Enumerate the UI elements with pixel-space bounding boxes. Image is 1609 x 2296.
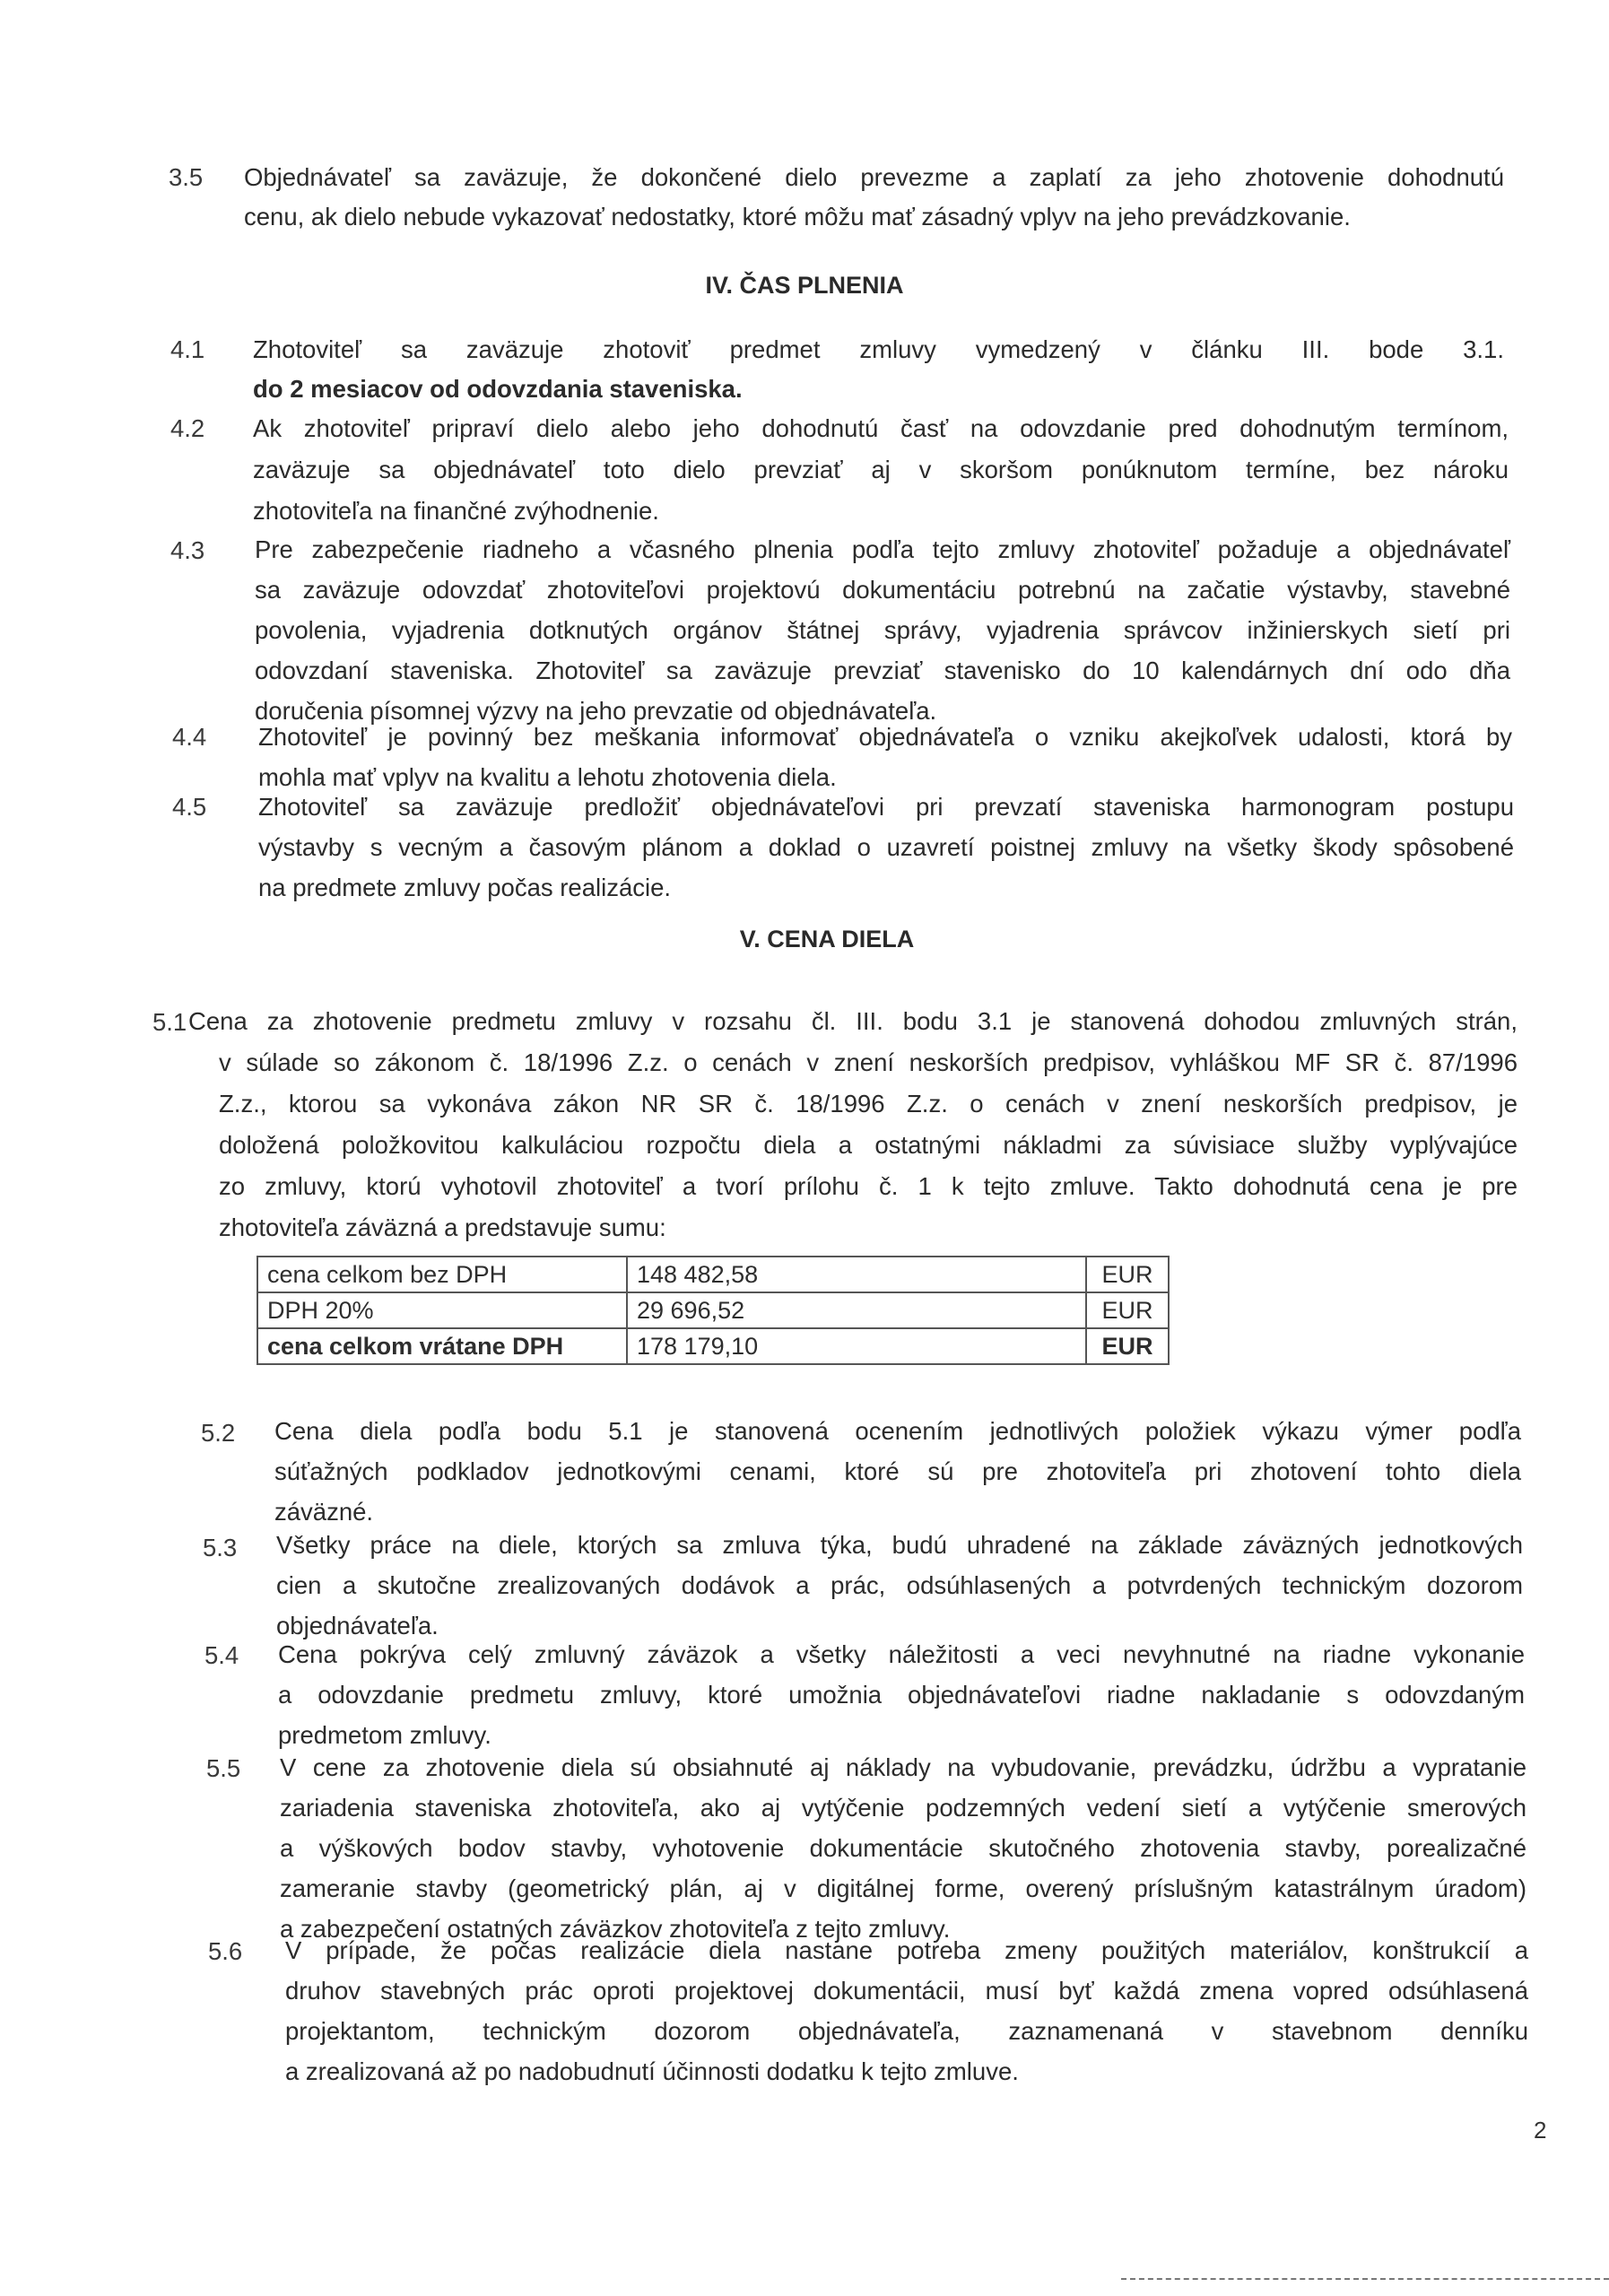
clause-number: 5.4 (204, 1641, 239, 1669)
clause-4-1 (253, 330, 1504, 409)
text-line: zo zmluvy, ktorú vyhotovil zhotoviteľ a tvorí prílohu č. 1 k tejto zmluve. Takto dohodnutá cena je pre (219, 1172, 1518, 1200)
text-line: druhov stavebných prác oproti projektovej dokumentácii, musí byť každá zmena vopred odsúhlasená (285, 1977, 1528, 2005)
text-line: Zhotoviteľ sa zaväzuje zhotoviť predmet zmluvy vymedzený v článku III. bode 3.1. (253, 335, 1504, 363)
text-line: Cena pokrýva celý zmluvný záväzok a všetky náležitosti a veci nevyhnutné na riadne vykonanie (278, 1640, 1525, 1668)
text-line: V prípade, že počas realizácie diela nastane potreba zmeny použitých materiálov, konštrukcií a (285, 1936, 1528, 1964)
page-number: 2 (1534, 2117, 1547, 2144)
price-label: cena celkom bez DPH (257, 1257, 627, 1292)
text-line: povolenia, vyjadrenia dotknutých orgánov štátnej správy, vyjadrenia správcov inžinierskych sietí pri (255, 616, 1510, 644)
clause-number: 3.5 (169, 163, 204, 191)
clause-4-4 (258, 717, 1512, 797)
clause-number: 5.5 (206, 1754, 241, 1782)
text-line: cenu, ak dielo nebude vykazovať nedostatky, ktoré môžu mať zásadný vplyv na jeho prevádzkovanie. (244, 203, 1351, 230)
clause-4-5 (258, 787, 1514, 908)
clause-3-5 (244, 158, 1504, 237)
text-line: a výškových bodov stavby, vyhotovenie dokumentácie skutočného zhotovenia stavby, porealizačné (280, 1834, 1526, 1862)
text-line: zaväzuje sa objednávateľ toto dielo prevziať aj v skoršom ponúknutom termíne, bez nároku (253, 456, 1509, 483)
text-line: Cena diela podľa bodu 5.1 je stanovená ocenením jednotlivých položiek výkazu výmer podľa (274, 1417, 1521, 1445)
text-line: Z.z., ktorou sa vykonáva zákon NR SR č. 18/1996 Z.z. o cenách v znení neskorších predpisov, je (219, 1090, 1518, 1118)
footer-divider (1121, 2278, 1609, 2280)
clause-number: 5.1 (152, 1008, 187, 1036)
text-line: a zabezpečení ostatných záväzkov zhotoviteľa z tejto zmluvy. (280, 1915, 951, 1943)
clause-5-3 (276, 1525, 1523, 1646)
clause-4-2 (253, 408, 1509, 532)
text-line: záväzné. (274, 1498, 374, 1526)
clause-4-3 (255, 529, 1510, 731)
price-currency: EUR (1086, 1292, 1169, 1328)
clause-5-5 (280, 1747, 1526, 1949)
table-row (257, 1257, 1169, 1292)
text-line: Zhotoviteľ je povinný bez meškania informovať objednávateľa o vzniku akejkoľvek udalosti, ktorá by (258, 723, 1512, 751)
clause-5-4 (278, 1634, 1525, 1755)
text-line: zhotoviteľa na finančné zvýhodnenie. (253, 497, 659, 525)
text-line: Zhotoviteľ sa zaväzuje predložiť objednávateľovi pri prevzatí staveniska harmonogram postupu (258, 793, 1514, 821)
deadline-text: do 2 mesiacov od odovzdania staveniska. (253, 375, 743, 403)
text-line: v súlade so zákonom č. 18/1996 Z.z. o cenách v znení neskorších predpisov, vyhláškou MF SR č. 87/1996 (219, 1048, 1518, 1076)
text-line: projektantom, technickým dozorom objednávateľa, zaznamenaná v stavebnom denníku (285, 2017, 1528, 2045)
text-line: zariadenia staveniska zhotoviteľa, ako aj vytýčenie podzemných vedení sietí a vytýčenie smerových (280, 1794, 1526, 1822)
price-value: 29 696,52 (627, 1292, 1086, 1328)
clause-number: 4.2 (170, 414, 205, 442)
clause-number: 4.1 (170, 335, 205, 363)
text-line: Objednávateľ sa zaväzuje, že dokončené dielo prevezme a zaplatí za jeho zhotovenie dohodnutú (244, 163, 1504, 191)
text-line: výstavby s vecným a časovým plánom a doklad o uzavretí poistnej zmluvy na všetky škody spôsobené (258, 833, 1514, 861)
table-row (257, 1292, 1169, 1328)
text-line: a zrealizovaná až po nadobudnutí účinnosti dodatku k tejto zmluve. (285, 2057, 1019, 2085)
text-line: doručenia písomnej výzvy na jeho prevzatie od objednávateľa. (255, 697, 937, 725)
text-line: V cene za zhotovenie diela sú obsiahnuté aj náklady na vybudovanie, prevádzku, údržbu a vypratanie (280, 1753, 1526, 1781)
text-line: doložená položkovitou kalkuláciou rozpočtu diela a ostatnými nákladmi za súvisiace služby vyplývajúce (219, 1131, 1518, 1159)
clause-5-1 (188, 1001, 1518, 1248)
price-label: DPH 20% (257, 1292, 627, 1328)
clause-number: 5.6 (208, 1937, 243, 1965)
text-line: Všetky práce na diele, ktorých sa zmluva týka, budú uhradené na základe záväzných jednotkových (276, 1531, 1523, 1559)
text-line: Cena za zhotovenie predmetu zmluvy v rozsahu čl. III. bodu 3.1 je stanovená dohodou zmluvných strán, (188, 1007, 1518, 1035)
text-line: súťažných podkladov jednotkovými cenami, ktoré sú pre zhotoviteľa pri zhotovení tohto diela (274, 1457, 1521, 1485)
text-line: a odovzdanie predmetu zmluvy, ktoré umožnia objednávateľovi riadne nakladanie s odovzdaným (278, 1681, 1525, 1709)
text-line: odovzdaní staveniska. Zhotoviteľ sa zaväzuje prevziať stavenisko do 10 kalendárnych dní odo dňa (255, 657, 1510, 684)
clause-number: 4.3 (170, 536, 205, 564)
price-label: cena celkom vrátane DPH (257, 1328, 627, 1364)
section-heading-iv: IV. ČAS PLNENIA (705, 272, 904, 299)
text-line: Ak zhotoviteľ pripraví dielo alebo jeho dohodnutú časť na odovzdanie pred dohodnutým termínom, (253, 414, 1509, 442)
text-line: zameranie stavby (geometrický plán, aj v digitálnej forme, overený príslušným katastrálnym úradom) (280, 1874, 1526, 1902)
table-row-total (257, 1328, 1169, 1364)
price-currency: EUR (1086, 1328, 1169, 1364)
text-line: zhotoviteľa záväzná a predstavuje sumu: (219, 1213, 666, 1241)
text-line: sa zaväzuje odovzdať zhotoviteľovi projektovú dokumentáciu potrebnú na začatie výstavby, stavebné (255, 576, 1510, 604)
clause-5-2 (274, 1411, 1521, 1532)
price-table (257, 1256, 1170, 1365)
price-value: 178 179,10 (627, 1328, 1086, 1364)
text-line: cien a skutočne zrealizovaných dodávok a prác, odsúhlasených a potvrdených technickým dozorom (276, 1571, 1523, 1599)
clause-number: 4.5 (172, 793, 207, 821)
text-line: mohla mať vplyv na kvalitu a lehotu zhotovenia diela. (258, 763, 837, 791)
clause-number: 4.4 (172, 723, 207, 751)
text-line: Pre zabezpečenie riadneho a včasného plnenia podľa tejto zmluvy zhotoviteľ požaduje a objednávateľ (255, 535, 1510, 563)
text-line: na predmete zmluvy počas realizácie. (258, 874, 672, 901)
price-currency: EUR (1086, 1257, 1169, 1292)
clause-number: 5.3 (203, 1534, 238, 1561)
price-value: 148 482,58 (627, 1257, 1086, 1292)
clause-number: 5.2 (201, 1419, 236, 1447)
text-line: objednávateľa. (276, 1612, 439, 1639)
clause-5-6 (285, 1930, 1528, 2092)
text-line: predmetom zmluvy. (278, 1721, 491, 1749)
section-heading-v: V. CENA DIELA (739, 926, 915, 952)
